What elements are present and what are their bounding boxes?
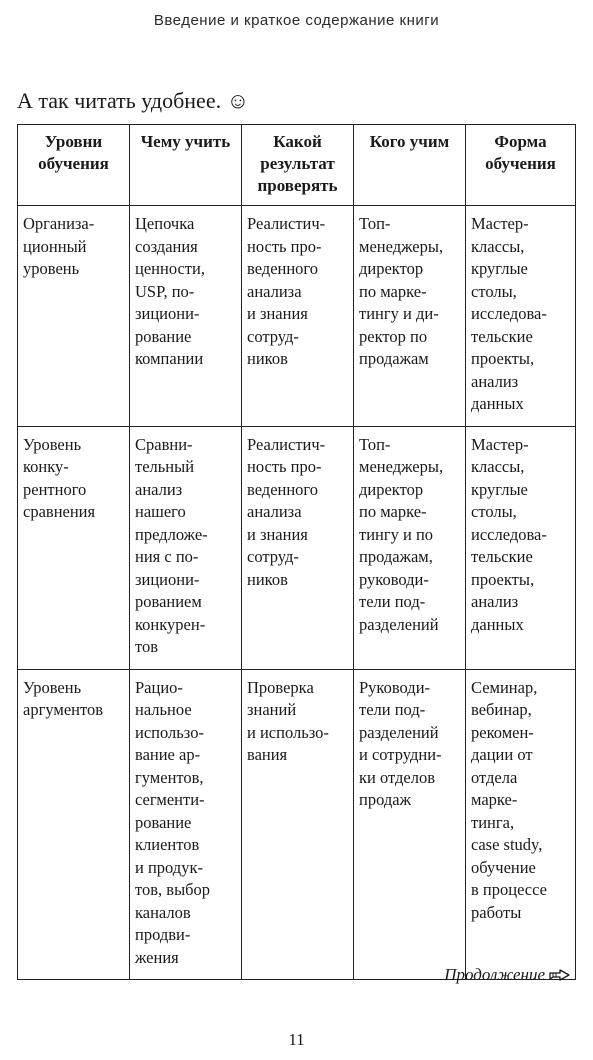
header-what-to-teach: Чему учить [130, 125, 242, 206]
table-cell: Рацио- нальное использо- вание ар- гументов, сегменти- рование клиентов и продук- тов, выбор каналов продви- жения [130, 669, 242, 980]
table-row [18, 426, 576, 669]
continued-note [444, 965, 571, 985]
header-levels: Уровни обучения [18, 125, 130, 206]
table-cell: Уровень конку- рентного сравнения [18, 426, 130, 669]
table-cell: Мастер- классы, круглые столы, исследова- тельские проекты, анализ данных [466, 206, 576, 427]
table-cell: Топ- менеджеры, директор по марке- тингу и по продажам, руководи- тели под- разделений [354, 426, 466, 669]
table-cell: Семинар, вебинар, рекомен- дации от отдела марке- тинга, case study, обучение в процессе работы [466, 669, 576, 980]
table-cell: Руководи- тели под- разделений и сотрудни- ки отделов продаж [354, 669, 466, 980]
header-result-check: Какой результат проверять [242, 125, 354, 206]
table-cell: Проверка знаний и использо- вания [242, 669, 354, 980]
table-cell: Реалистич- ность про- веденного анализа и знания сотруд- ников [242, 206, 354, 427]
table-cell: Цепочка создания ценности, USP, по- зициони- рование компании [130, 206, 242, 427]
running-head: Введение и краткое содержание книги [153, 12, 440, 29]
table-cell: Организа- ционный уровень [18, 206, 130, 427]
table-row [18, 669, 576, 980]
table-cell: Топ- менеджеры, директор по марке- тингу и ди- ректор по продажам [354, 206, 466, 427]
levels-table [17, 124, 576, 980]
header-training-form: Форма обучения [466, 125, 576, 206]
continued-label: Продолжение [444, 965, 545, 984]
table-header-row [18, 125, 576, 206]
table-cell: Мастер- классы, круглые столы, исследова- тельские проекты, анализ данных [466, 426, 576, 669]
pointing-hand-icon [549, 967, 571, 983]
table-row [18, 206, 576, 427]
intro-text: А так читать удобнее. ☺ [17, 88, 250, 113]
table-cell: Реалистич- ность про- веденного анализа и знания сотруд- ников [242, 426, 354, 669]
header-who-we-teach: Кого учим [354, 125, 466, 206]
table-cell: Сравни- тельный анализ нашего предложе- ния с по- зициони- рованием конкурен- тов [130, 426, 242, 669]
table-cell: Уровень аргументов [18, 669, 130, 980]
page-number: 11 [288, 1030, 305, 1049]
